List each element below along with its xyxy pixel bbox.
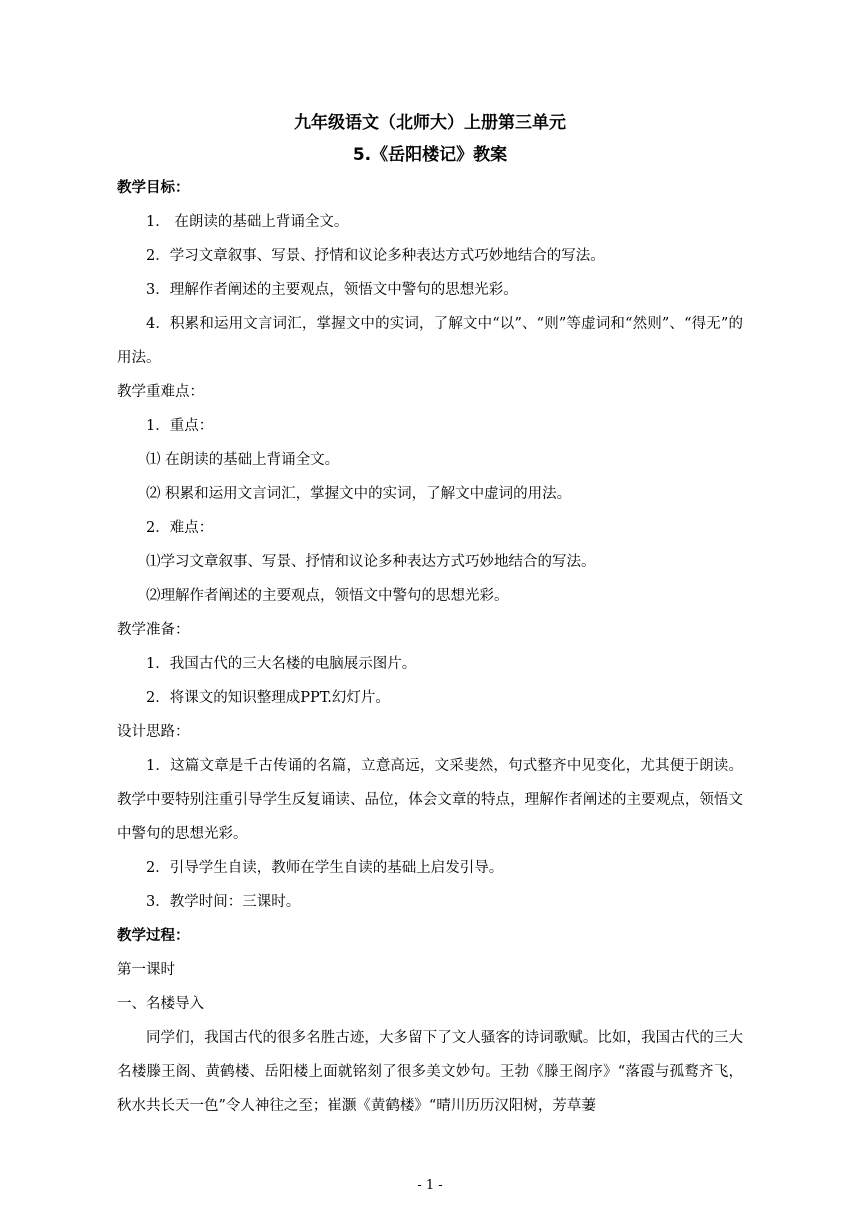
- document-body: [117, 107, 743, 1123]
- objective-item: 1． 在朗读的基础上背诵全文。: [146, 214, 349, 230]
- objective-item: 3．理解作者阐述的主要观点，领悟文中警句的思想光彩。: [146, 282, 518, 298]
- focus-item: ⑴ 在朗读的基础上背诵全文。: [146, 452, 340, 468]
- lesson-title: 5.《岳阳楼记》教案: [352, 145, 508, 165]
- process-heading: 教学过程：: [117, 928, 190, 944]
- design-item: 1．这篇文章是千古传诵的名篇，立意高远，文采斐然，句式整齐中见变化，尤其便于朗读。教学中要特别注重引导学生反复诵读、品位，体会文章的特点，理解作者阐述的主要观点，领悟文中警句的思想光彩。: [117, 758, 743, 842]
- intro-paragraph: 同学们，我国古代的很多名胜古迹，大多留下了文人骚客的诗词歌赋。比如，我国古代的三大名楼滕王阁、黄鹤楼、岳阳楼上面就铭刻了很多美文妙句。王勃《滕王阁序》“落霞与孤鹜齐飞，秋水共长天一色”令人神往之至；崔灏《黄鹤楼》“晴川历历汉阳树，芳草萋: [117, 1030, 743, 1114]
- objectives-heading: 教学目标：: [117, 180, 190, 196]
- focus-label: 1．重点：: [146, 418, 214, 434]
- design-item: 2．引导学生自读，教师在学生自读的基础上启发引导。: [146, 860, 504, 876]
- prep-heading: 教学准备：: [117, 622, 190, 638]
- design-heading: 设计思路：: [117, 724, 190, 740]
- objective-item: 2．学习文章叙事、写景、抒情和议论多种表达方式巧妙地结合的写法。: [146, 248, 605, 264]
- difficulty-item: ⑵理解作者阐述的主要观点，领悟文中警句的思想光彩。: [146, 588, 509, 604]
- prep-item: 1．我国古代的三大名楼的电脑展示图片。: [146, 656, 417, 672]
- document-title: 九年级语文（北师大）上册第三单元: [294, 113, 566, 133]
- difficulty-item: ⑴学习文章叙事、写景、抒情和议论多种表达方式巧妙地结合的写法。: [146, 554, 596, 570]
- objective-item: 4．积累和运用文言词汇，掌握文中的实词，了解文中“以”、“则”等虚词和“然则”、“得无”的用法。: [117, 316, 743, 366]
- section-one-heading: 一、名楼导入: [117, 996, 204, 1012]
- lesson-one-label: 第一课时: [117, 962, 175, 978]
- prep-item: 2．将课文的知识整理成PPT.幻灯片。: [146, 690, 390, 706]
- design-item: 3．教学时间：三课时。: [146, 894, 301, 910]
- difficulty-label: 2．难点：: [146, 520, 214, 536]
- focus-item: ⑵ 积累和运用文言词汇，掌握文中的实词，了解文中虚词的用法。: [146, 486, 572, 502]
- keypoints-heading: 教学重难点：: [117, 384, 204, 400]
- page-number: - 1 -: [417, 1178, 443, 1193]
